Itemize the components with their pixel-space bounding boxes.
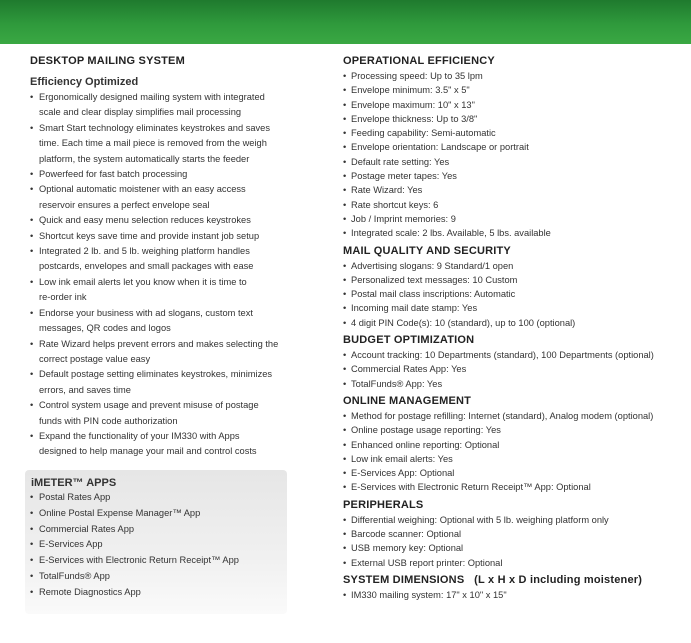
spec-list (343, 259, 683, 330)
list-item-line: errors, and saves time (39, 384, 131, 395)
dimensions-note: (L x H x D including moistener) (474, 573, 643, 586)
list-item-line: Control system usage and prevent misuse of postage (39, 400, 259, 411)
list-item (30, 182, 288, 213)
spec-item (343, 226, 683, 240)
list-item-line: Smart Start technology eliminates keystrokes and saves (39, 122, 270, 133)
spec-item (343, 348, 683, 362)
list-item-line: Expand the functionality of your IM330 with Apps (39, 430, 240, 441)
app-item-label: E-Services with Electronic Return Receipt™ App (39, 555, 239, 566)
spec-item-text: Rate shortcut keys: 6 (351, 199, 439, 210)
spec-item (343, 513, 683, 527)
bullet-icon: • (343, 228, 347, 239)
spec-item-text: Postage meter tapes: Yes (351, 171, 457, 182)
bullet-icon: • (343, 289, 347, 300)
bullet-icon: • (30, 369, 34, 380)
spec-item (343, 183, 683, 197)
list-item (30, 337, 288, 368)
list-item (30, 244, 288, 275)
spec-item-text: Envelope minimum: 3.5" x 5" (351, 85, 470, 96)
bullet-icon: • (343, 453, 347, 464)
bullet-icon: • (343, 410, 347, 421)
list-item (30, 367, 288, 398)
dimensions-title-text: SYSTEM DIMENSIONS (343, 573, 465, 586)
spec-item-text: Default rate setting: Yes (351, 156, 450, 167)
bullet-icon: • (30, 215, 34, 226)
spec-item (343, 409, 683, 423)
list-item-line: Quick and easy menu selection reduces keystrokes (39, 215, 251, 226)
spec-item (343, 169, 683, 183)
spec-item (343, 69, 683, 83)
spec-item (343, 301, 683, 315)
list-item (30, 167, 288, 182)
spec-section (343, 245, 683, 330)
spec-item (343, 556, 683, 570)
bullet-icon: • (343, 557, 347, 568)
spec-item-text: External USB report printer: Optional (351, 557, 503, 568)
spec-item (343, 198, 683, 212)
spec-item (343, 83, 683, 97)
list-item-line: Ergonomically designed mailing system with integrated (39, 92, 265, 102)
list-item (30, 306, 288, 337)
list-item-line: correct postage value easy (39, 353, 151, 364)
left-column (30, 55, 288, 460)
bullet-icon: • (343, 128, 347, 139)
apps-title: iMETER™ APPS (31, 477, 117, 489)
app-item-label: TotalFunds® App (39, 570, 110, 581)
list-item-line: reservoir ensures a perfect envelope seal (39, 199, 210, 210)
bullet-icon: • (343, 199, 347, 210)
app-item-label: Online Postal Expense Manager™ App (39, 507, 201, 518)
spec-item-text: E-Services with Electronic Return Receipt™ App: Optional (351, 482, 591, 493)
bullet-icon: • (30, 430, 34, 441)
spec-item (343, 480, 683, 494)
spec-list (343, 348, 683, 391)
bullet-icon: • (343, 364, 347, 375)
spec-item-text: Account tracking: 10 Departments (standard), 100 Departments (optional) (351, 350, 654, 361)
spec-item (343, 423, 683, 437)
spec-item-text: 4 digit PIN Code(s): 10 (standard), up to 100 (optional) (351, 317, 576, 328)
app-item (30, 553, 285, 569)
bullet-icon: • (30, 184, 34, 195)
section-title: PERIPHERALS (343, 498, 424, 511)
bullet-icon: • (343, 543, 347, 554)
app-item (30, 506, 285, 522)
spec-item-text: Postal mail class inscriptions: Automatic (351, 289, 516, 300)
list-item-line: postcards, envelopes and small packages with ease (39, 261, 254, 272)
list-item-line: Endorse your business with ad slogans, custom text (39, 307, 253, 318)
bullet-icon: • (30, 539, 34, 550)
spec-item (343, 98, 683, 112)
list-item-line: Integrated 2 lb. and 5 lb. weighing platform handles (39, 246, 250, 257)
spec-item-text: Advertising slogans: 9 Standard/1 open (351, 260, 514, 271)
spec-item (343, 287, 683, 301)
list-item (30, 213, 288, 228)
spec-item-text: TotalFunds® App: Yes (351, 378, 443, 389)
spec-item (343, 452, 683, 466)
spec-item-text: Barcode scanner: Optional (351, 529, 462, 540)
spec-item-text: Envelope orientation: Landscape or portrait (351, 142, 529, 153)
bullet-icon: • (343, 71, 347, 81)
bullet-icon: • (30, 400, 34, 411)
bullet-icon: • (343, 303, 347, 314)
section-title: ONLINE MANAGEMENT (343, 394, 472, 407)
spec-item (343, 212, 683, 226)
spec-section (343, 55, 683, 241)
spec-item-text: IM330 mailing system: 17" x 10" x 15" (351, 589, 507, 600)
list-item (30, 429, 288, 460)
spec-section (343, 334, 683, 391)
bullet-icon: • (30, 276, 34, 287)
list-item (30, 275, 288, 306)
spec-section (343, 499, 683, 570)
app-item (30, 537, 285, 553)
bullet-icon: • (343, 274, 347, 285)
list-item (30, 121, 288, 167)
list-item (30, 398, 288, 429)
spec-item-text: Differential weighing: Optional with 5 lb. weighing platform only (351, 514, 609, 525)
list-item-line: time. Each time a mail piece is removed from the weigh (39, 138, 267, 149)
spec-item (343, 527, 683, 541)
list-item-line: messages, QR codes and logos (39, 323, 171, 334)
app-item-label: Remote Diagnostics App (39, 586, 141, 597)
spec-item-text: Online postage usage reporting: Yes (351, 425, 501, 436)
bullet-icon: • (30, 523, 34, 534)
bullet-icon: • (343, 529, 347, 540)
spec-item-text: Processing speed: Up to 35 lpm (351, 71, 483, 81)
bullet-icon: • (343, 482, 347, 493)
bullet-icon: • (343, 514, 347, 525)
spec-item (343, 140, 683, 154)
spec-item-text: Low ink email alerts: Yes (351, 453, 453, 464)
bullet-icon: • (343, 439, 347, 450)
spec-item (343, 259, 683, 273)
spec-item-text: Envelope thickness: Up to 3/8" (351, 113, 478, 124)
section-title: MAIL QUALITY AND SECURITY (343, 244, 511, 257)
bullet-icon: • (30, 492, 34, 502)
bullet-icon: • (343, 213, 347, 224)
list-item-line: platform, the system automatically starts the feeder (39, 153, 250, 164)
spec-list (343, 69, 683, 241)
app-item (30, 569, 285, 585)
spec-item (343, 377, 683, 391)
list-item-line: Low ink email alerts let you know when it is time to (39, 276, 247, 287)
bullet-icon: • (30, 507, 34, 518)
spec-item-text: Method for postage refilling: Internet (standard), Analog modem (optional) (351, 410, 654, 421)
spec-item (343, 126, 683, 140)
bullet-icon: • (343, 185, 347, 196)
app-item-label: Postal Rates App (39, 492, 111, 502)
spec-item (343, 466, 683, 480)
bullet-icon: • (343, 85, 347, 96)
list-item-line: re-order ink (39, 292, 87, 303)
app-item (30, 522, 285, 538)
bullet-icon: • (343, 171, 347, 182)
spec-item-text: Rate Wizard: Yes (351, 185, 423, 196)
bullet-icon: • (30, 570, 34, 581)
list-item (30, 90, 288, 121)
spec-item-text: USB memory key: Optional (351, 543, 464, 554)
spec-item (343, 112, 683, 126)
app-item-label: E-Services App (39, 539, 103, 550)
bullet-icon: • (343, 260, 347, 271)
spec-item (343, 316, 683, 330)
right-column (343, 55, 683, 606)
spec-section (343, 395, 683, 495)
bullet-icon: • (30, 122, 34, 133)
apps-list (30, 490, 285, 601)
list-item-line: Optional automatic moistener with an easy access (39, 184, 246, 195)
list-item-line: designed to help manage your mail and control costs (39, 446, 257, 457)
dimensions-list (343, 588, 683, 602)
list-item-line: funds with PIN code authorization (39, 415, 178, 426)
bullet-icon: • (30, 230, 34, 241)
bullet-icon: • (30, 92, 34, 102)
bullet-icon: • (30, 586, 34, 597)
bullet-icon: • (343, 425, 347, 436)
spec-item (343, 362, 683, 376)
list-item (30, 229, 288, 244)
bullet-icon: • (343, 113, 347, 124)
bullet-icon: • (343, 317, 347, 328)
spec-item-text: E-Services App: Optional (351, 468, 455, 479)
app-item-label: Commercial Rates App (39, 523, 135, 534)
product-title: DESKTOP MAILING SYSTEM (30, 55, 185, 67)
spec-item-text: Incoming mail date stamp: Yes (351, 303, 478, 314)
bullet-icon: • (343, 378, 347, 389)
spec-item-text: Commercial Rates App: Yes (351, 364, 467, 375)
spec-list (343, 513, 683, 570)
bullet-icon: • (343, 589, 347, 600)
section-title: OPERATIONAL EFFICIENCY (343, 55, 495, 67)
header-banner (0, 0, 691, 44)
bullet-icon: • (343, 142, 347, 153)
app-item (30, 490, 285, 506)
spec-item (343, 438, 683, 452)
section-title: BUDGET OPTIMIZATION (343, 334, 475, 347)
bullet-icon: • (30, 307, 34, 318)
bullet-icon: • (343, 156, 347, 167)
spec-item-text: Envelope maximum: 10" x 13" (351, 99, 475, 110)
bullet-icon: • (30, 555, 34, 566)
list-item-line: Powerfeed for fast batch processing (39, 169, 188, 180)
spec-item (343, 155, 683, 169)
spec-item-text: Job / Imprint memories: 9 (351, 213, 456, 224)
spec-item (343, 273, 683, 287)
list-item-line: Rate Wizard helps prevent errors and makes selecting the (39, 338, 279, 349)
apps-panel (25, 470, 287, 614)
bullet-icon: • (343, 350, 347, 361)
bullet-icon: • (30, 169, 34, 180)
bullet-icon: • (30, 246, 34, 257)
spec-item-text: Integrated scale: 2 lbs. Available, 5 lbs. available (351, 228, 551, 239)
app-item (30, 585, 285, 601)
list-item-line: Default postage setting eliminates keystrokes, minimizes (39, 369, 273, 380)
dimensions-title (343, 574, 683, 587)
spec-item-text: Personalized text messages: 10 Custom (351, 274, 518, 285)
bullet-icon: • (30, 338, 34, 349)
dimensions-section (343, 574, 683, 602)
spec-list (343, 409, 683, 495)
spec-item (343, 541, 683, 555)
list-item-line: scale and clear display simplifies mail processing (39, 107, 242, 118)
spec-item (343, 588, 683, 602)
bullet-icon: • (343, 99, 347, 110)
list-item-line: Shortcut keys save time and provide instant job setup (39, 230, 260, 241)
bullet-icon: • (343, 468, 347, 479)
spec-item-text: Enhanced online reporting: Optional (351, 439, 500, 450)
subtitle: Efficiency Optimized (30, 76, 139, 88)
feature-list (30, 90, 288, 460)
spec-item-text: Feeding capability: Semi-automatic (351, 128, 496, 139)
